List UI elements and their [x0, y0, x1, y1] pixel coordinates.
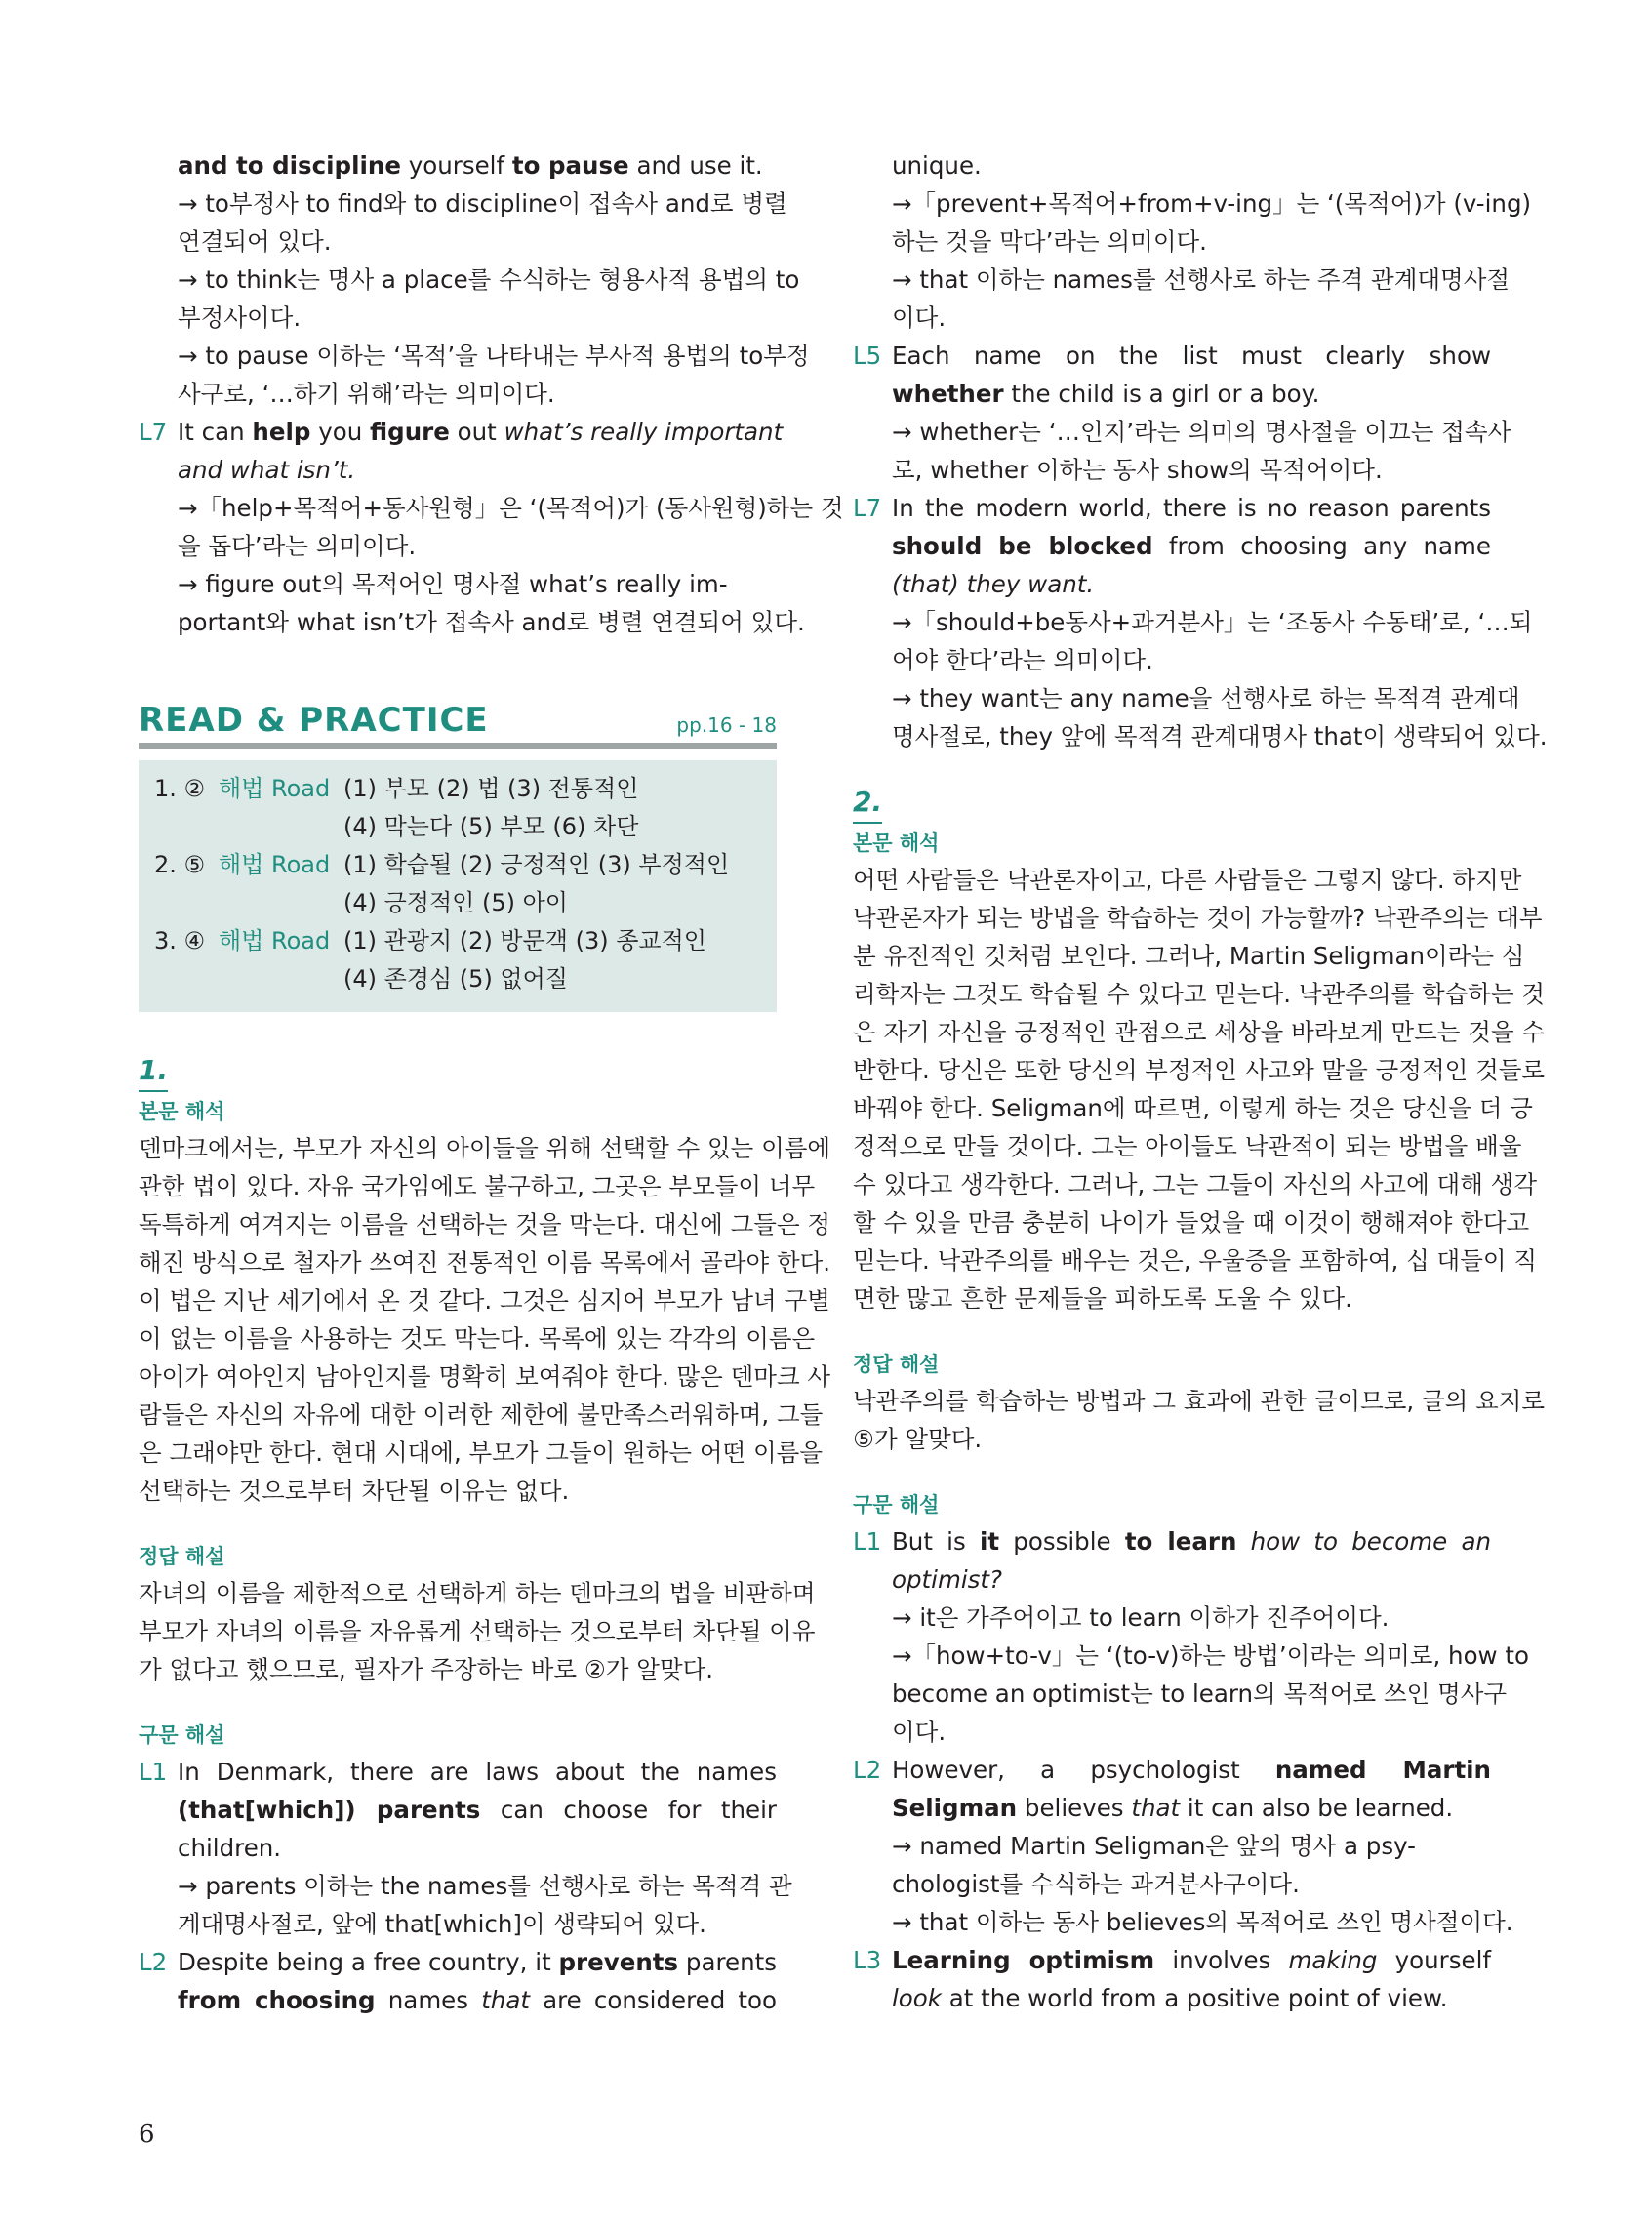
answer-row-cont: (4) 긍정적인 (5) 아이 [343, 889, 568, 916]
text-line: → that 이하는 동사 believes의 목적어로 쓰인 명사절이다. [892, 1908, 1513, 1936]
text-line: 자녀의 이름을 제한적으로 선택하게 하는 덴마크의 법을 비판하며 [139, 1579, 816, 1607]
text-line: 선택하는 것으로부터 차단될 이유는 없다. [139, 1477, 570, 1505]
section-2-heading: 2. [853, 783, 1491, 824]
syntax-line: and what isn’t. [178, 456, 356, 484]
right-column [853, 146, 1548, 2017]
text-line: 은 그래야만 한다. 현대 시대에, 부모가 그들이 원하는 어떤 이름을 [139, 1439, 824, 1467]
text-line: ⑤가 알맞다. [853, 1425, 983, 1453]
syntax-line: L2 Despite being a free country, it prevents parents [139, 1948, 777, 1976]
syntax-line: look at the world from a positive point of view. [892, 1984, 1448, 2012]
syntax-line: L7 It can help you figure out what’s really important [139, 413, 777, 451]
text-line: 은 자기 자신을 긍정적인 관점으로 세상을 바라보게 만드는 것을 수 [853, 1018, 1546, 1046]
page-number: 6 [139, 2120, 155, 2149]
text-line: 계대명사절로, 앞에 that[which]이 생략되어 있다. [178, 1910, 706, 1938]
text-line: 을 돕다’라는 의미이다. [178, 532, 417, 560]
text-line: 이 법은 지난 세기에서 온 것 같다. 그것은 심지어 부모가 남녀 구별 [139, 1286, 830, 1315]
read-practice-header [139, 702, 777, 749]
text-line: portant와 what isn’t가 접속사 and로 병렬 연결되어 있다. [178, 608, 805, 636]
text-line: 분 유전적인 것처럼 보인다. 그러나, Martin Seligman이라는 심 [853, 942, 1525, 970]
text-line: 덴마크에서는, 부모가 자신의 아이들을 위해 선택할 수 있는 이름에 [139, 1134, 831, 1162]
syntax-line: (that) they want. [892, 570, 1095, 598]
text-line: → that 이하는 names를 선행사로 하는 주격 관계대명사절 [892, 265, 1511, 294]
text-line: 어떤 사람들은 낙관론자이고, 다른 사람들은 그렇지 않다. 하지만 [853, 866, 1522, 894]
text-line: 독특하게 여겨지는 이름을 선택하는 것을 막는다. 대신에 그들은 정 [139, 1210, 831, 1238]
text-line: 람들은 자신의 자유에 대한 이러한 제한에 불만족스러워하며, 그들 [139, 1400, 824, 1429]
text-line: 수 있다고 생각한다. 그러나, 그는 그들이 자신의 사고에 대해 생각 [853, 1170, 1538, 1198]
answer-row: 1. ② 해법 Road (1) 부모 (2) 법 (3) 전통적인 [154, 775, 639, 802]
text-line: and to discipline yourself to pause and use it. [178, 151, 763, 180]
syntax-line: (that[which]) parents can choose for their [178, 1796, 777, 1824]
text-line: 이 없는 이름을 사용하는 것도 막는다. 목록에 있는 각각의 이름은 [139, 1324, 816, 1353]
text-line: → figure out의 목적어인 명사절 what’s really im- [178, 570, 728, 598]
syntax-line: L7 In the modern world, there is no reason parents [853, 494, 1491, 522]
text-line: 반한다. 당신은 또한 당신의 부정적인 사고와 말을 긍정적인 것들로 [853, 1056, 1546, 1084]
translation-heading: 본문 해석 [139, 1100, 225, 1123]
read-practice-answers [139, 760, 777, 1012]
text-line: 믿는다. 낙관주의를 배우는 것은, 우울증을 포함하여, 십 대들이 직 [853, 1246, 1538, 1275]
text-line: → named Martin Seligman은 앞의 명사 a psy- [892, 1832, 1417, 1860]
text-line: 면한 많고 흔한 문제들을 피하도록 도울 수 있다. [853, 1284, 1352, 1313]
syntax-line: should be blocked from choosing any name [892, 532, 1491, 560]
syntax-line: L3 Learning optimism involves making yourself [853, 1946, 1492, 1974]
syntax-line: L5 Each name on the list must clearly show [853, 342, 1491, 370]
text-line: 낙관론자가 되는 방법을 학습하는 것이 가능할까? 낙관주의는 대부 [853, 904, 1543, 932]
text-line: 사구로, ‘…하기 위해’라는 의미이다. [178, 380, 555, 408]
syntax-line: whether the child is a girl or a boy. [892, 380, 1320, 408]
syntax-line: optimist? [892, 1565, 1003, 1594]
text-line: → to부정사 to find와 to discipline이 접속사 and로 병렬 [178, 189, 787, 218]
text-line: →「help+목적어+동사원형」은 ‘(목적어)가 (동사원형)하는 것 [178, 494, 844, 522]
syntax-line: from choosing names that are considered too [178, 1986, 777, 2014]
text-line: 아이가 여아인지 남아인지를 명확히 보여줘야 한다. 많은 덴마크 사 [139, 1362, 831, 1391]
text-line: 가 없다고 했으므로, 필자가 주장하는 바로 ②가 알맞다. [139, 1655, 714, 1683]
text-line: →「should+be동사+과거분사」는 ‘조동사 수동태’로, ‘…되 [892, 608, 1533, 636]
text-line: become an optimist는 to learn의 목적어로 쓰인 명사구 [892, 1680, 1508, 1708]
text-line: → it은 가주어이고 to learn 이하가 진주어이다. [892, 1603, 1390, 1632]
text-line: 하는 것을 막다’라는 의미이다. [892, 227, 1207, 256]
answer-row-cont: (4) 막는다 (5) 부모 (6) 차단 [343, 813, 639, 840]
text-line: → to pause 이하는 ‘목적’을 나타내는 부사적 용법의 to부정 [178, 342, 810, 370]
text-line: 정적으로 만들 것이다. 그는 아이들도 낙관적이 되는 방법을 배울 [853, 1132, 1522, 1160]
section-1-heading: 1. [139, 1051, 777, 1092]
syntax-line: L1 But is it possible to learn how to become an [853, 1527, 1491, 1556]
text-line: 부정사이다. [178, 304, 302, 332]
syntax-heading: 구문 해설 [853, 1493, 940, 1517]
left-column [139, 146, 844, 2019]
text-line: 할 수 있을 만큼 충분히 나이가 들었을 때 이것이 행해져야 한다고 [853, 1208, 1530, 1236]
read-practice-title: READ & PRACTICE [139, 701, 489, 740]
text-line: 명사절로, they 앞에 목적격 관계대명사 that이 생략되어 있다. [892, 722, 1548, 750]
syntax-line: L2 However, a psychologist named Martin [853, 1756, 1491, 1784]
text-line: 부모가 자녀의 이름을 자유롭게 선택하는 것으로부터 차단될 이유 [139, 1617, 816, 1645]
text-line: chologist를 수식하는 과거분사구이다. [892, 1870, 1300, 1898]
text-line: 연결되어 있다. [178, 227, 332, 256]
answer-heading: 정답 해설 [853, 1353, 940, 1376]
text-line: → to think는 명사 a place를 수식하는 형용사적 용법의 to [178, 265, 800, 294]
text-line: → parents 이하는 the names를 선행사로 하는 목적격 관 [178, 1872, 792, 1900]
answer-row: 2. ⑤ 해법 Road (1) 학습될 (2) 긍정적인 (3) 부정적인 [154, 851, 730, 878]
line-label: L7 [139, 418, 168, 446]
read-practice-pages: pp.16 - 18 [676, 713, 777, 737]
text-line: 리학자는 그것도 학습될 수 있다고 믿는다. 낙관주의를 학습하는 것 [853, 980, 1546, 1008]
text-line: → they want는 any name을 선행사로 하는 목적격 관계대 [892, 684, 1520, 712]
text-line: →「how+to-v」는 ‘(to-v)하는 방법’이라는 의미로, how to [892, 1641, 1529, 1670]
syntax-line: L1 In Denmark, there are laws about the names [139, 1758, 777, 1786]
syntax-heading: 구문 해설 [139, 1723, 225, 1747]
syntax-line: Seligman believes that it can also be learned. [892, 1794, 1454, 1822]
text-line: unique. [892, 151, 982, 180]
text-line: 이다. [892, 1718, 947, 1746]
text-line: 낙관주의를 학습하는 방법과 그 효과에 관한 글이므로, 글의 요지로 [853, 1387, 1546, 1415]
answer-row: 3. ④ 해법 Road (1) 관광지 (2) 방문객 (3) 종교적인 [154, 927, 706, 954]
text-line: 해진 방식으로 철자가 쓰여진 전통적인 이름 목록에서 골라야 한다. [139, 1248, 831, 1277]
answer-heading: 정답 해설 [139, 1545, 225, 1568]
translation-heading: 본문 해석 [853, 831, 940, 855]
text-line: 관한 법이 있다. 자유 국가임에도 불구하고, 그곳은 부모들이 너무 [139, 1172, 816, 1200]
text-line: 어야 한다’라는 의미이다. [892, 646, 1153, 674]
text-line: 이다. [892, 304, 947, 332]
text-line: →「prevent+목적어+from+v-ing」는 ‘(목적어)가 (v-ing) [892, 189, 1532, 218]
text-line: 로, whether 이하는 동사 show의 목적어이다. [892, 456, 1383, 484]
text-line: children. [178, 1834, 282, 1862]
text-line: → whether는 ‘…인지’라는 의미의 명사절을 이끄는 접속사 [892, 418, 1511, 446]
text-line: 바꿔야 한다. Seligman에 따르면, 이렇게 하는 것은 당신을 더 긍 [853, 1094, 1533, 1122]
answer-row-cont: (4) 존경심 (5) 없어질 [343, 965, 568, 993]
